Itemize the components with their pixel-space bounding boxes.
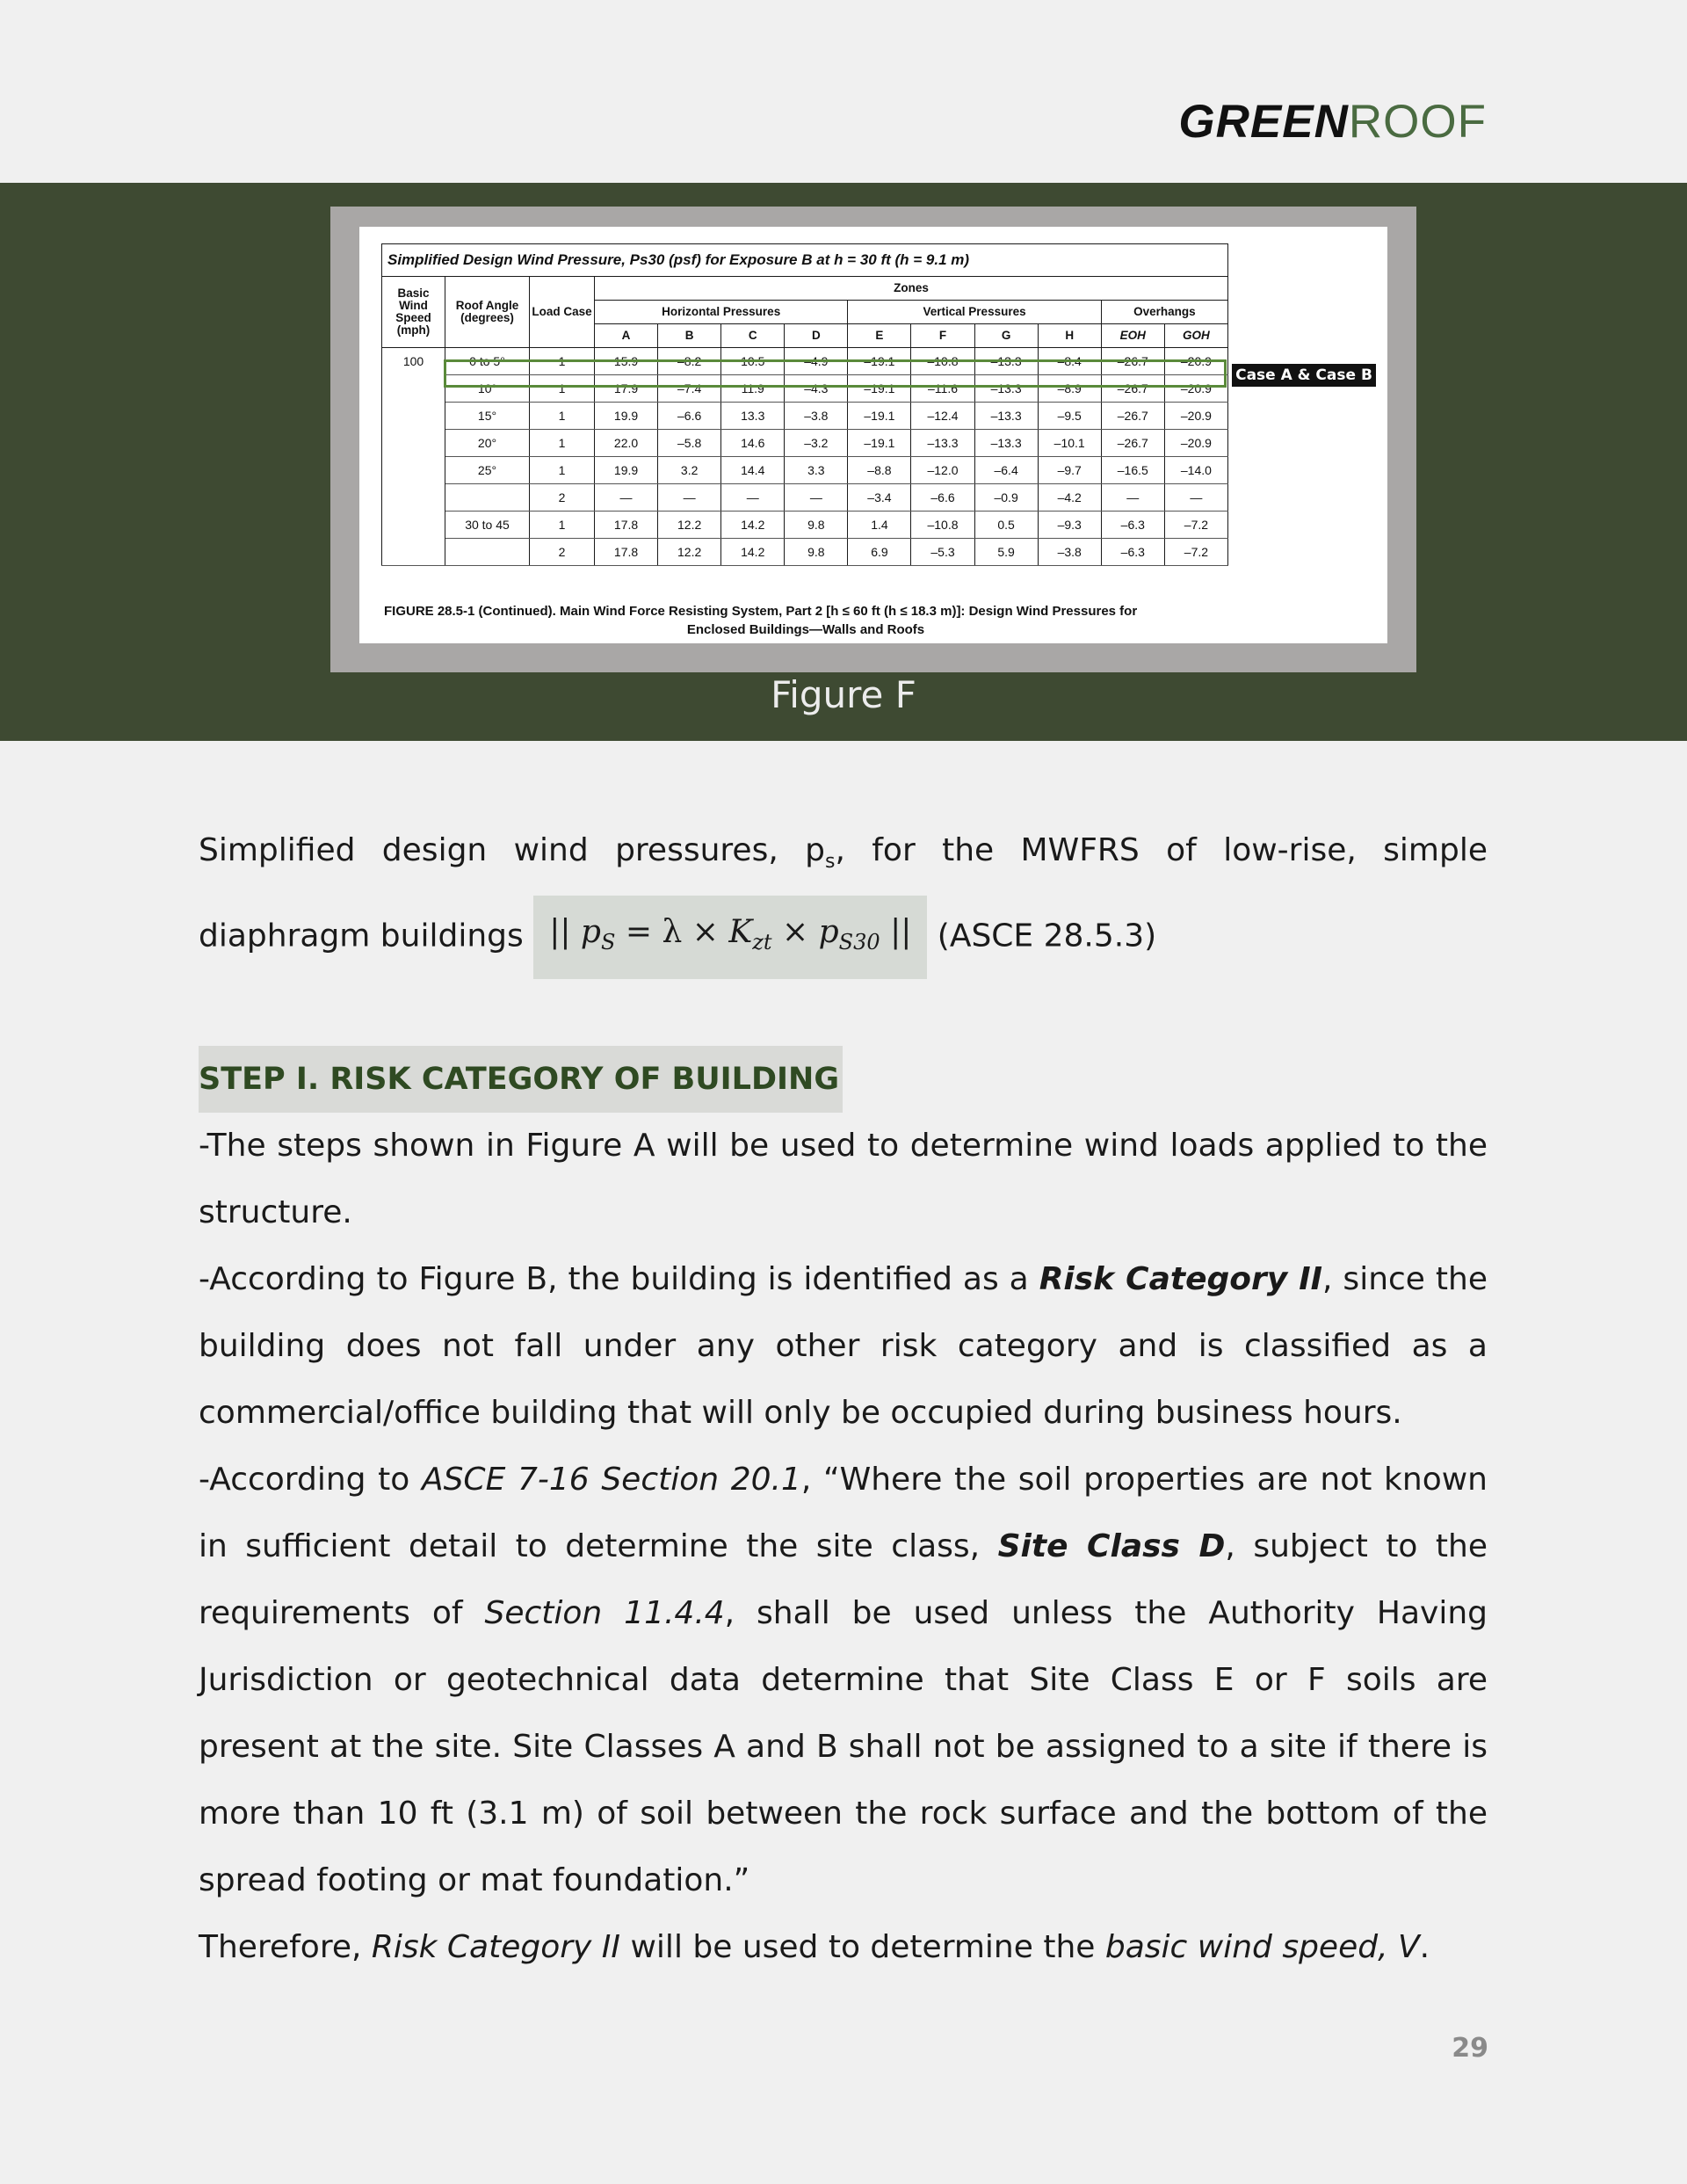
pressure-cell: 14.4 [721,457,785,484]
zone-header: H [1038,324,1101,348]
pressure-cell: –26.7 [1101,375,1164,403]
p2-emphasis: Risk Category II [1039,1261,1323,1298]
pressure-cell: –6.6 [911,484,974,512]
figure-label: Figure F [771,673,916,716]
pressure-cell: –8.8 [848,457,911,484]
pressure-cell: –6.4 [974,457,1038,484]
pressure-cell: –20.9 [1164,375,1227,403]
pressure-cell: 10.5 [721,348,785,375]
roof-angle-cell: 0 to 5° [445,348,530,375]
formula-p30: p [818,914,839,951]
roof-angle-cell: 25° [445,457,530,484]
pressure-cell: –10.8 [911,348,974,375]
p3-text-c: , subject to the requirements of [199,1528,1488,1632]
pressure-cell: 14.2 [721,512,785,539]
pressure-cell: 17.8 [595,539,658,566]
intro-text: Simplified design wind pressures, p [199,832,825,868]
formula-k: K [728,914,753,951]
wind-pressure-table [381,243,1228,566]
p3-text-a: -According to [199,1462,422,1498]
pressure-cell: 19.9 [595,457,658,484]
step-heading: STEP I. RISK CATEGORY OF BUILDING [199,1046,843,1113]
pressure-cell: –13.3 [911,430,974,457]
load-case-cell: 1 [530,403,595,430]
p2-text-a: -According to Figure B, the building is identified as a [199,1261,1039,1298]
zone-header: D [785,324,848,348]
pressure-cell: –3.2 [785,430,848,457]
pressure-cell: 9.8 [785,512,848,539]
pressure-cell: –19.1 [848,348,911,375]
pressure-cell: –4.2 [1038,484,1101,512]
load-case-cell: 1 [530,348,595,375]
table-row [382,430,1228,457]
p2-text-b: , since the building does not fall under any other risk category and is classified as a commercial/office building that will only be occupied during business hours. [199,1261,1488,1432]
pressure-cell: –9.5 [1038,403,1101,430]
pressure-cell: –11.6 [911,375,974,403]
load-case-cell: 1 [530,430,595,457]
pressure-cell: 1.4 [848,512,911,539]
pressure-cell: 14.6 [721,430,785,457]
col-header-wind-speed: Basic Wind Speed (mph) [382,277,445,348]
p3-text-b: , “Where the soil properties are not known in sufficient detail to determine the site class, [199,1462,1488,1565]
table-row [382,348,1228,375]
pressure-cell: –5.8 [658,430,721,457]
roof-angle-cell: 20° [445,430,530,457]
formula-close: || [880,914,912,951]
pressure-cell: 13.3 [721,403,785,430]
group-horizontal: Horizontal Pressures [595,301,848,324]
intro-subscript: s [824,851,836,874]
table-row [382,512,1228,539]
pressure-cell: –10.1 [1038,430,1101,457]
brand-light: ROOF [1348,96,1487,148]
pressure-cell: –20.9 [1164,430,1227,457]
table-row [382,375,1228,403]
intro-reference: (ASCE 28.5.3) [927,918,1157,954]
figure-caption [384,602,1227,639]
pressure-cell: 17.9 [595,375,658,403]
p3-text-d: , shall be used unless the Authority Having Jurisdiction or geotechnical data determine that Site Class E or F soils are present at the site. Site Classes A and B shall not be assigned to a site if there is more than 10 ft (3.1 m) of soil between the rock surface and the bottom of the spread footing or mat foundation.” [199,1595,1488,1899]
pressure-cell: –7.4 [658,375,721,403]
pressure-cell: –13.3 [974,375,1038,403]
pressure-cell: — [1164,484,1227,512]
case-label: Case A & Case B [1232,364,1376,387]
pressure-cell: –19.1 [848,375,911,403]
zone-header: A [595,324,658,348]
p4-emphasis-2: basic wind speed, V [1104,1929,1420,1966]
formula-eq: = λ × [615,914,729,951]
pressure-cell: –26.7 [1101,403,1164,430]
pressure-cell: –20.9 [1164,403,1227,430]
p4-text-b: will be used to determine the [620,1929,1105,1966]
formula-p30-sub: S30 [838,930,880,955]
load-case-cell: 1 [530,375,595,403]
pressure-cell: –6.6 [658,403,721,430]
pressure-cell: 12.2 [658,539,721,566]
pressure-cell: –5.3 [911,539,974,566]
pressure-cell: –13.3 [974,348,1038,375]
pressure-cell: –12.0 [911,457,974,484]
pressure-cell: –19.1 [848,403,911,430]
load-case-cell: 2 [530,484,595,512]
zone-header: G [974,324,1038,348]
col-header-roof-angle: Roof Angle (degrees) [445,277,530,348]
pressure-cell: –4.9 [785,348,848,375]
figure-caption-line1: FIGURE 28.5-1 (Continued). Main Wind Force Resisting System, Part 2 [h ≤ 60 ft (h ≤ 18.3 m)]: Design Wind Pressures for [384,604,1138,619]
col-header-load-case: Load Case [530,277,595,348]
zone-header: F [911,324,974,348]
pressure-cell: –13.3 [974,430,1038,457]
roof-angle-cell: 15° [445,403,530,430]
figure-caption-line2: Enclosed Buildings—Walls and Roofs [686,622,925,637]
p4-text-c: . [1419,1929,1430,1966]
paragraph-4 [199,1914,1488,1981]
pressure-cell: 9.8 [785,539,848,566]
pressure-cell: –7.2 [1164,539,1227,566]
pressure-cell: — [721,484,785,512]
zones-header: Zones [595,277,1228,301]
pressure-cell: –9.3 [1038,512,1101,539]
wind-speed-cell: 100 [382,348,445,566]
pressure-cell: –3.4 [848,484,911,512]
load-case-cell: 1 [530,512,595,539]
pressure-cell: –3.8 [1038,539,1101,566]
pressure-cell: –26.7 [1101,430,1164,457]
zone-header: EOH [1101,324,1164,348]
pressure-cell: 22.0 [595,430,658,457]
table-row [382,484,1228,512]
zone-header: B [658,324,721,348]
intro-text-2: , for the MWFRS of low-rise, simple diaphragm buildings [199,832,1488,954]
pressure-cell: 19.9 [595,403,658,430]
p3-reference-1: ASCE 7-16 Section 20.1 [421,1462,801,1498]
pressure-cell: –20.9 [1164,348,1227,375]
pressure-cell: –8.2 [658,348,721,375]
table-title: Simplified Design Wind Pressure, Ps30 (psf) for Exposure B at h = 30 ft (h = 9.1 m) [382,244,1228,277]
roof-angle-cell [445,484,530,512]
formula-ps: p [580,914,601,951]
page-number: 29 [1452,2033,1488,2064]
pressure-cell: –12.4 [911,403,974,430]
paragraph-2 [199,1246,1488,1447]
table-row [382,457,1228,484]
pressure-cell: — [658,484,721,512]
p4-emphasis-1: Risk Category II [371,1929,621,1966]
pressure-cell: –7.2 [1164,512,1227,539]
group-overhangs: Overhangs [1101,301,1227,324]
load-case-cell: 2 [530,539,595,566]
pressure-cell: –6.3 [1101,512,1164,539]
p4-text-a: Therefore, [199,1929,372,1966]
paragraph-1: -The steps shown in Figure A will be used to determine wind loads applied to the structure. [199,1128,1488,1231]
p3-emphasis: Site Class D [997,1528,1226,1565]
formula-ps-sub: S [600,930,616,955]
body-content [199,817,1488,1981]
zone-header: E [848,324,911,348]
pressure-cell: 3.3 [785,457,848,484]
roof-angle-cell: 30 to 45 [445,512,530,539]
pressure-cell: –16.5 [1101,457,1164,484]
pressure-cell: –13.3 [974,403,1038,430]
table-row [382,539,1228,566]
pressure-cell: –19.1 [848,430,911,457]
pressure-cell: 5.9 [974,539,1038,566]
paragraph-3 [199,1447,1488,1914]
formula-k-sub: zt [752,930,772,955]
pressure-cell: –0.9 [974,484,1038,512]
pressure-cell: — [785,484,848,512]
pressure-cell: — [1101,484,1164,512]
p3-reference-2: Section 11.4.4 [484,1595,725,1632]
formula-open: || [549,914,581,951]
pressure-cell: –8.4 [1038,348,1101,375]
formula-box [533,896,927,979]
zone-header: GOH [1164,324,1227,348]
pressure-cell: 11.9 [721,375,785,403]
roof-angle-cell [445,539,530,566]
load-case-cell: 1 [530,457,595,484]
pressure-cell: –6.3 [1101,539,1164,566]
pressure-cell: –9.7 [1038,457,1101,484]
group-vertical: Vertical Pressures [848,301,1101,324]
pressure-cell: 6.9 [848,539,911,566]
pressure-cell: –10.8 [911,512,974,539]
pressure-cell: 0.5 [974,512,1038,539]
table-row [382,403,1228,430]
pressure-cell: –4.3 [785,375,848,403]
pressure-cell: –26.7 [1101,348,1164,375]
pressure-cell: 14.2 [721,539,785,566]
pressure-cell: 17.8 [595,512,658,539]
pressure-cell: –3.8 [785,403,848,430]
pressure-cell: –8.9 [1038,375,1101,403]
pressure-cell: — [595,484,658,512]
roof-angle-cell: 10° [445,375,530,403]
pressure-cell: –14.0 [1164,457,1227,484]
pressure-cell: 3.2 [658,457,721,484]
brand-logo [1178,96,1487,148]
pressure-cell: 15.9 [595,348,658,375]
brand-bold: GREEN [1178,96,1349,148]
intro-paragraph [199,817,1488,979]
formula-times: × [771,914,819,951]
zone-header: C [721,324,785,348]
pressure-cell: 12.2 [658,512,721,539]
